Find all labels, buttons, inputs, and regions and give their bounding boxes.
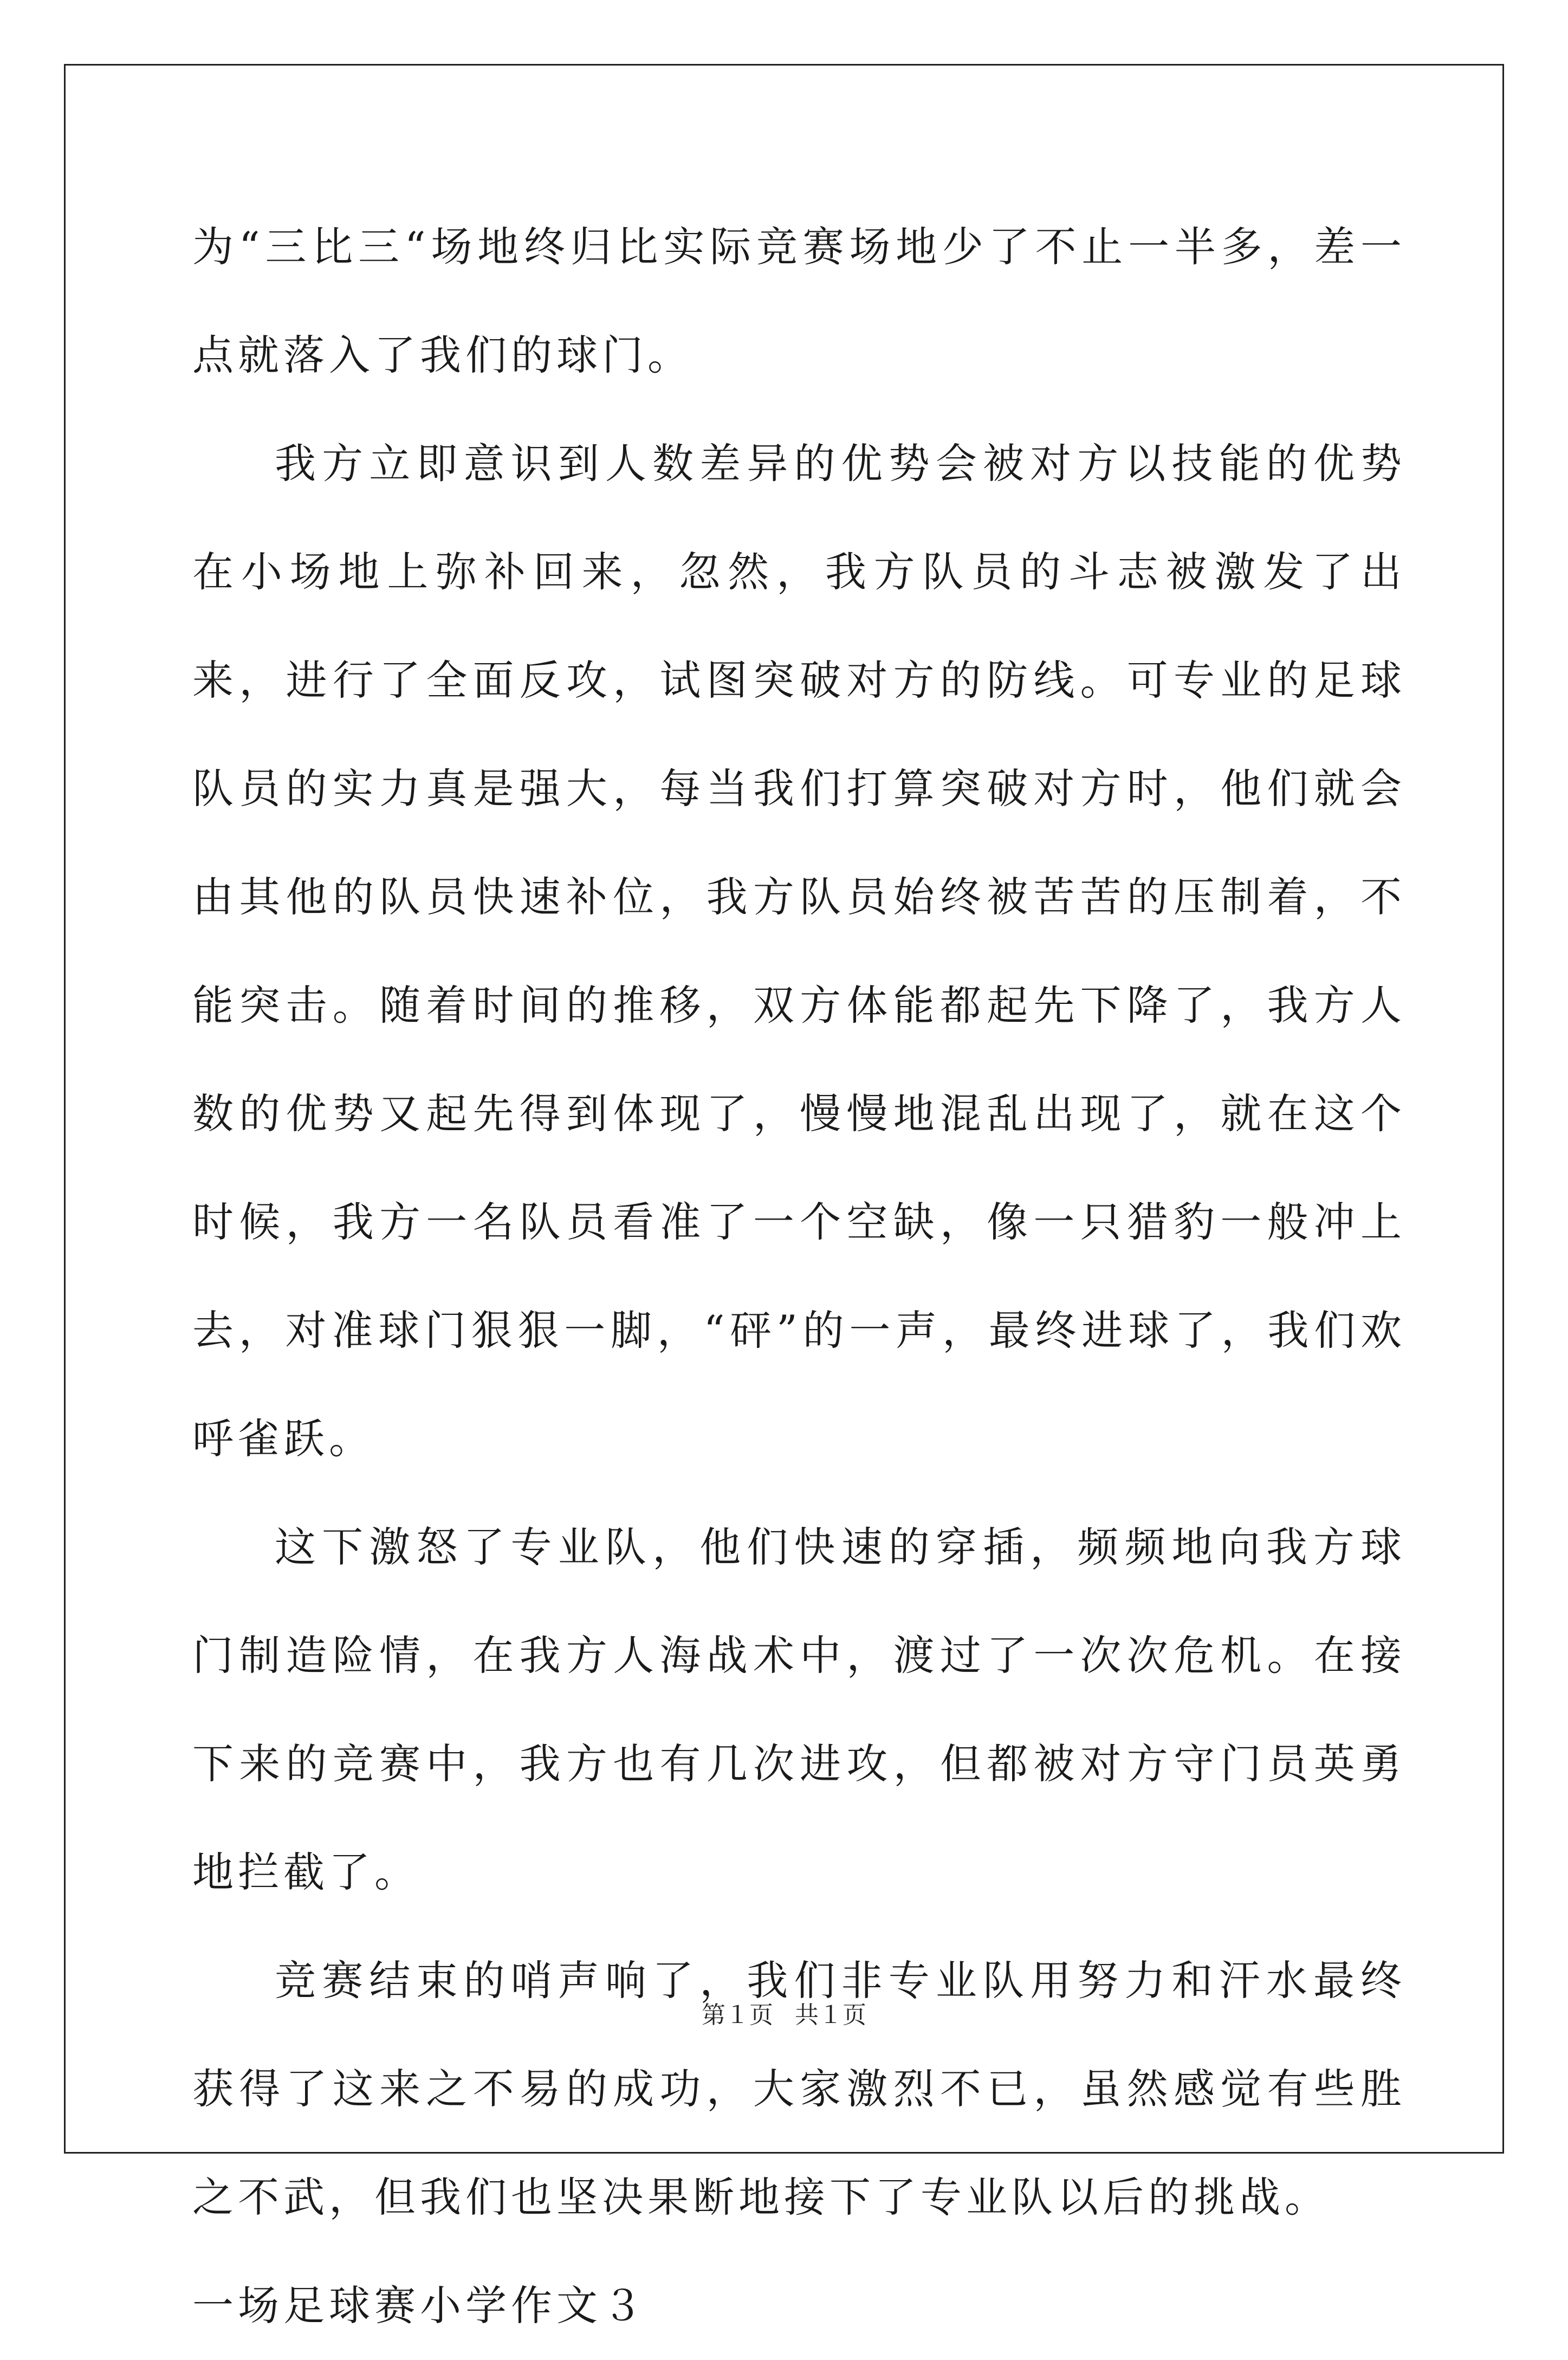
section-heading: 一场足球赛小学作文３ — [192, 2281, 647, 2330]
paragraph-3: 这下激怒了专业队，他们快速的穿插，频频地向我方球门制造险情，在我方人海战术中，渡过了一次次危机。在接下来的竞赛中，我方也有几次进攻，但都被对方守门员英勇地拦截了。 — [192, 1523, 1406, 1896]
paragraph-1: 为“三比三“场地终归比实际竞赛场地少了不止一半多，差一点就落入了我们的球门。 — [192, 223, 1406, 379]
paragraph-4: 竞赛结束的哨声响了，我们非专业队用努力和汗水最终获得了这来之不易的成功，大家激烈不已，虽然感觉有些胜之不武，但我们也坚决果断地接下了专业队以后的挑战。 — [192, 1956, 1406, 2221]
page-number: 第１页 — [702, 2001, 773, 2029]
paragraph-2: 我方立即意识到人数差异的优势会被对方以技能的优势在小场地上弥补回来，忽然，我方队员的斗志被激发了出来，进行了全面反攻，试图突破对方的防线。可专业的足球队员的实力真是强大，每当我们打算突破对方时，他们就会由其他的队员快速补位，我方队员始终被苦苦的压制着，不能突击。随着时间的推移，双方体能都起先下降了，我方人数的优势又起先得到体现了，慢慢地混乱出现了，就在这个时候，我方一名队员看准了一个空缺，像一只猎豹一般冲上去，对准球门狠狠一脚，“砰”的一声，最终进球了，我们欢呼雀跃。 — [192, 439, 1406, 1463]
document-body — [192, 193, 1406, 2360]
page-footer — [0, 1999, 1568, 2032]
page-total: 共１页 — [795, 2001, 866, 2029]
